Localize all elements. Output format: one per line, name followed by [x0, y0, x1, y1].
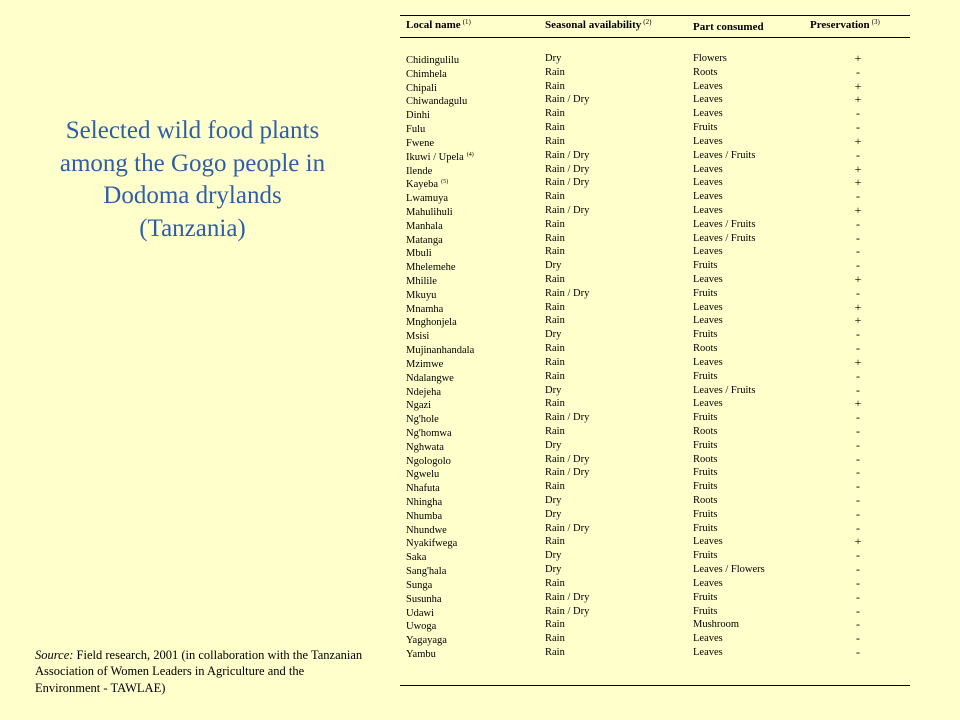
plant-name: Nghwata	[406, 441, 444, 453]
table-row	[400, 618, 910, 632]
table-row	[400, 93, 910, 107]
cell-preservation: -	[856, 368, 860, 383]
cell-part-consumed: Fruits	[693, 439, 718, 451]
cell-seasonal-availability: Dry	[545, 495, 562, 506]
cell-preservation: +	[854, 78, 862, 93]
table-row	[400, 66, 910, 80]
plant-name: Nhumba	[406, 510, 443, 522]
plant-name: Fulu	[406, 124, 426, 136]
cell-preservation: -	[856, 479, 860, 494]
plant-name: Dinhi	[406, 110, 430, 122]
plant-name: Udawi	[406, 607, 434, 619]
cell-preservation: +	[854, 51, 862, 65]
cell-preservation: -	[856, 631, 860, 646]
cell-part-consumed: Leaves	[693, 163, 723, 175]
table-row	[400, 342, 910, 356]
cell-preservation: -	[856, 216, 860, 231]
cell-preservation: -	[856, 493, 860, 507]
plant-name: Mujinanhandala	[406, 345, 475, 357]
cell-seasonal-availability: Rain	[545, 619, 565, 631]
table-row	[400, 605, 910, 619]
plant-name: Matanga	[406, 234, 443, 246]
cell-part-consumed: Leaves	[693, 94, 723, 106]
cell-seasonal-availability: Rain / Dry	[545, 163, 590, 175]
cell-seasonal-availability: Rain / Dry	[545, 412, 590, 424]
slide-title-line: Dodoma drylands	[103, 182, 282, 209]
plant-name: Lwamuya	[406, 193, 448, 205]
cell-seasonal-availability: Rain	[545, 633, 565, 645]
table-row	[400, 287, 910, 301]
cell-seasonal-availability: Rain	[545, 274, 565, 285]
table-top-rule	[400, 15, 910, 16]
cell-part-consumed: Leaves	[693, 577, 723, 589]
slide-title	[20, 115, 365, 245]
plant-name: Nhafuta	[406, 483, 440, 495]
column-header-label: Preservation	[810, 19, 870, 31]
cell-seasonal-availability: Rain / Dry	[545, 453, 590, 465]
table-row	[400, 466, 910, 480]
table-row	[400, 522, 910, 536]
plant-name: Ndalangwe	[406, 372, 454, 384]
cell-seasonal-availability: Rain / Dry	[545, 177, 590, 189]
table-row	[400, 135, 910, 149]
cell-part-consumed: Leaves / Fruits	[693, 218, 756, 230]
cell-part-consumed: Leaves	[693, 274, 723, 285]
column-header-label: Local name	[406, 19, 461, 31]
table-row	[400, 328, 910, 342]
table-row	[400, 549, 910, 563]
cell-seasonal-availability: Dry	[545, 384, 562, 396]
slide-title-line: Selected wild food plants	[65, 117, 320, 144]
plant-name: Ilende	[406, 165, 433, 177]
cell-seasonal-availability: Dry	[545, 508, 562, 520]
cell-seasonal-availability: Rain / Dry	[545, 287, 590, 299]
table-row	[400, 204, 910, 218]
cell-seasonal-availability: Rain	[545, 343, 565, 355]
plant-name: Ngazi	[406, 400, 432, 412]
cell-seasonal-availability: Rain	[545, 577, 565, 589]
cell-preservation: +	[854, 313, 862, 328]
cell-preservation: -	[856, 106, 860, 121]
cell-seasonal-availability: Rain / Dry	[545, 605, 590, 617]
column-header-note: (3)	[871, 18, 880, 26]
cell-preservation: -	[856, 423, 860, 438]
plant-name: Mhilile	[406, 276, 437, 287]
table-header-rule	[400, 37, 910, 38]
column-header-local-name	[406, 18, 471, 31]
table-row	[400, 218, 910, 232]
cell-part-consumed: Leaves	[693, 356, 723, 368]
cell-preservation: -	[856, 603, 860, 618]
cell-part-consumed: Leaves / Flowers	[693, 564, 765, 576]
plant-name: Mbuli	[406, 248, 432, 260]
cell-part-consumed: Leaves / Fruits	[693, 232, 756, 244]
table-bottom-rule	[400, 685, 910, 686]
cell-part-consumed: Flowers	[693, 53, 727, 64]
cell-part-consumed: Fruits	[693, 522, 718, 534]
cell-seasonal-availability: Rain / Dry	[545, 591, 590, 603]
cell-preservation: -	[856, 64, 860, 79]
table-body	[400, 52, 910, 660]
plant-name: Susunha	[406, 593, 442, 605]
cell-part-consumed: Fruits	[693, 122, 718, 134]
cell-preservation: -	[856, 120, 860, 135]
cell-seasonal-availability: Rain	[545, 301, 565, 313]
cell-preservation: -	[856, 562, 860, 577]
table-row	[400, 384, 910, 398]
cell-part-consumed: Fruits	[693, 508, 718, 520]
cell-seasonal-availability: Rain	[545, 356, 565, 368]
plant-name: Fwene	[406, 137, 434, 149]
table-row	[400, 494, 910, 508]
table-row	[400, 646, 910, 660]
plant-name: Mzimwe	[406, 358, 444, 370]
plant-name: Nhingha	[406, 497, 443, 508]
source-label: Source:	[35, 648, 74, 662]
table-row	[400, 563, 910, 577]
cell-seasonal-availability: Dry	[545, 53, 562, 64]
source-note	[35, 647, 365, 696]
cell-seasonal-availability: Rain	[545, 370, 565, 382]
cell-preservation: -	[856, 465, 860, 480]
cell-part-consumed: Fruits	[693, 287, 718, 299]
table-row	[400, 232, 910, 246]
cell-preservation: +	[854, 272, 862, 286]
cell-preservation: -	[856, 548, 860, 563]
table-row	[400, 245, 910, 259]
cell-part-consumed: Fruits	[693, 260, 718, 272]
cell-part-consumed: Leaves / Fruits	[693, 384, 756, 396]
table-row	[400, 370, 910, 384]
table-row	[400, 591, 910, 605]
cell-preservation: -	[856, 258, 860, 273]
cell-part-consumed: Fruits	[693, 550, 718, 562]
column-header-seasonal-availability	[545, 18, 651, 31]
cell-seasonal-availability: Rain	[545, 246, 565, 258]
table-row	[400, 425, 910, 439]
cell-seasonal-availability: Dry	[545, 439, 562, 451]
cell-part-consumed: Leaves	[693, 177, 723, 189]
table-row	[400, 632, 910, 646]
table-row	[400, 149, 910, 163]
cell-seasonal-availability: Rain	[545, 315, 565, 327]
plant-name: Chipali	[406, 82, 437, 94]
cell-part-consumed: Leaves	[693, 633, 723, 645]
column-header-preservation	[810, 18, 880, 31]
cell-preservation: +	[854, 92, 862, 107]
plant-name: Msisi	[406, 331, 430, 343]
cell-part-consumed: Fruits	[693, 329, 718, 341]
plant-name: Nhundwe	[406, 524, 447, 536]
cell-preservation: -	[856, 341, 860, 356]
plant-name: Kayeba	[406, 179, 439, 191]
plant-name: Yambu	[406, 648, 436, 660]
plant-name: Chiwandagulu	[406, 96, 468, 108]
table-row	[400, 356, 910, 370]
cell-preservation: -	[856, 189, 860, 204]
table-row	[400, 397, 910, 411]
plant-name: Ng'hole	[406, 414, 439, 426]
cell-seasonal-availability: Rain	[545, 646, 565, 658]
table-row	[400, 52, 910, 66]
table-row	[400, 508, 910, 522]
cell-preservation: +	[854, 354, 862, 369]
cell-part-consumed: Fruits	[693, 467, 718, 479]
cell-preservation: -	[856, 506, 860, 521]
plant-name-note: (5)	[441, 179, 449, 186]
plant-name: Ndejeha	[406, 386, 441, 398]
cell-part-consumed: Roots	[693, 66, 718, 78]
plant-name: Ngologolo	[406, 455, 451, 467]
cell-part-consumed: Roots	[693, 425, 718, 437]
plant-name: Sunga	[406, 579, 433, 591]
slide-title-line: among the Gogo people in	[59, 149, 326, 177]
cell-part-consumed: Roots	[693, 495, 718, 506]
cell-part-consumed: Leaves	[693, 191, 723, 203]
cell-preservation: -	[856, 451, 860, 466]
cell-preservation: +	[854, 299, 862, 314]
cell-part-consumed: Leaves	[693, 108, 723, 120]
cell-seasonal-availability: Rain / Dry	[545, 94, 590, 106]
cell-seasonal-availability: Dry	[545, 550, 562, 562]
table-row	[400, 577, 910, 591]
cell-part-consumed: Leaves	[693, 315, 723, 327]
cell-preservation: -	[856, 589, 860, 604]
cell-preservation: -	[856, 575, 860, 590]
plant-name: Sang'hala	[406, 566, 447, 578]
column-header-part-consumed	[693, 21, 764, 33]
cell-seasonal-availability: Dry	[545, 260, 562, 272]
cell-preservation: +	[854, 396, 862, 411]
plant-name: Mkuyu	[406, 289, 437, 301]
cell-preservation: -	[856, 382, 860, 397]
plant-name: Mhelemehe	[406, 262, 456, 274]
table-row	[400, 439, 910, 453]
cell-seasonal-availability: Rain	[545, 66, 565, 78]
plant-name: Mnamha	[406, 303, 444, 315]
column-header-note: (2)	[643, 18, 652, 26]
cell-seasonal-availability: Rain	[545, 122, 565, 134]
cell-part-consumed: Fruits	[693, 591, 718, 603]
column-header-label: Seasonal availability	[545, 19, 642, 31]
cell-preservation: -	[856, 285, 860, 300]
cell-seasonal-availability: Rain / Dry	[545, 204, 590, 216]
plant-name: Mnghonjela	[406, 317, 457, 329]
plant-name: Saka	[406, 552, 427, 564]
column-header-note: (1)	[462, 18, 471, 26]
table-row	[400, 411, 910, 425]
slide-title-line: (Tanzania)	[139, 214, 246, 242]
cell-seasonal-availability: Dry	[545, 564, 562, 576]
cell-seasonal-availability: Dry	[545, 329, 562, 341]
table-row	[400, 259, 910, 273]
column-header-label: Part consumed	[693, 21, 764, 33]
plant-name: Mahulihuli	[406, 206, 453, 218]
plant-name: Manhala	[406, 220, 443, 232]
cell-part-consumed: Leaves	[693, 80, 723, 92]
table-row	[400, 80, 910, 94]
cell-part-consumed: Leaves	[693, 204, 723, 216]
cell-part-consumed: Roots	[693, 343, 718, 355]
table-row	[400, 301, 910, 315]
cell-preservation: +	[854, 161, 862, 176]
cell-seasonal-availability: Rain	[545, 481, 565, 493]
cell-part-consumed: Fruits	[693, 412, 718, 424]
cell-preservation: -	[856, 230, 860, 245]
cell-preservation: +	[854, 175, 862, 190]
plant-name: Nyakifwega	[406, 538, 458, 550]
source-text: Field research, 2001 (in collaboration with the Tanzanian Association of Women Leaders in Agriculture and the Environment - TAWLAE)	[35, 648, 363, 695]
table-row	[400, 480, 910, 494]
cell-part-consumed: Fruits	[693, 370, 718, 382]
cell-seasonal-availability: Rain	[545, 80, 565, 92]
plant-name-note: (4)	[466, 151, 474, 158]
cell-preservation: -	[856, 437, 860, 452]
cell-preservation: +	[854, 133, 862, 148]
cell-part-consumed: Leaves / Fruits	[693, 149, 756, 161]
table-row	[400, 535, 910, 549]
cell-preservation: -	[856, 617, 860, 632]
table-row	[400, 453, 910, 467]
table-row	[400, 273, 910, 287]
cell-seasonal-availability: Rain	[545, 191, 565, 203]
cell-part-consumed: Fruits	[693, 605, 718, 617]
table-row	[400, 107, 910, 121]
table-row	[400, 121, 910, 135]
table-row	[400, 163, 910, 177]
plant-name: Ikuwi / Upela	[406, 151, 464, 163]
cell-part-consumed: Leaves	[693, 301, 723, 313]
cell-preservation: -	[856, 147, 860, 162]
plant-name: Ng'homwa	[406, 427, 452, 439]
cell-seasonal-availability: Rain	[545, 108, 565, 120]
cell-seasonal-availability: Rain	[545, 232, 565, 244]
cell-part-consumed: Leaves	[693, 398, 723, 410]
cell-preservation: -	[856, 410, 860, 425]
table-row	[400, 176, 910, 190]
cell-preservation: +	[854, 202, 862, 217]
cell-part-consumed: Leaves	[693, 536, 723, 548]
cell-preservation: +	[854, 534, 862, 549]
cell-part-consumed: Fruits	[693, 481, 718, 493]
cell-preservation: -	[856, 244, 860, 259]
cell-preservation: -	[856, 327, 860, 342]
plant-name: Chimhela	[406, 68, 447, 80]
cell-part-consumed: Roots	[693, 453, 718, 465]
cell-seasonal-availability: Rain	[545, 425, 565, 437]
plant-name: Ngwelu	[406, 469, 440, 481]
cell-part-consumed: Leaves	[693, 646, 723, 658]
cell-seasonal-availability: Rain / Dry	[545, 467, 590, 479]
cell-part-consumed: Leaves	[693, 135, 723, 147]
plant-name: Yagayaga	[406, 635, 447, 647]
plant-name: Uwoga	[406, 621, 437, 633]
cell-seasonal-availability: Rain	[545, 398, 565, 410]
cell-seasonal-availability: Rain / Dry	[545, 149, 590, 161]
table-row	[400, 314, 910, 328]
table-row	[400, 190, 910, 204]
cell-preservation: -	[856, 644, 860, 659]
cell-seasonal-availability: Rain	[545, 536, 565, 548]
cell-seasonal-availability: Rain	[545, 135, 565, 147]
cell-preservation: -	[856, 520, 860, 535]
cell-local-name	[406, 646, 439, 662]
cell-seasonal-availability: Rain	[545, 218, 565, 230]
cell-part-consumed: Mushroom	[693, 619, 740, 631]
plant-name: Chidingulilu	[406, 55, 460, 66]
cell-part-consumed: Leaves	[693, 246, 723, 258]
cell-seasonal-availability: Rain / Dry	[545, 522, 590, 534]
